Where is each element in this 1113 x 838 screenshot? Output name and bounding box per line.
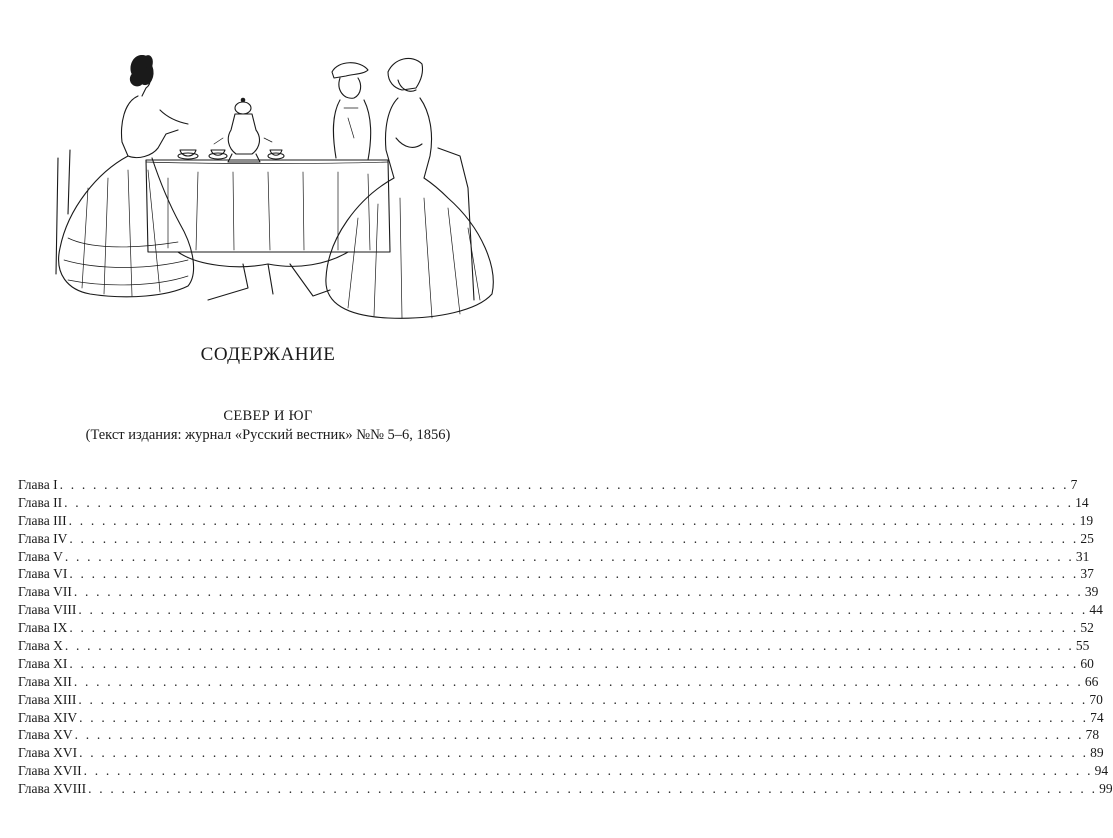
middle-woman [332,63,371,160]
toc-dot-leader: . . . . . . . . . . . . . . . . . . . . . . . . . . . . . . . . . . . . . . . . . . . . . . . . . . . . . . . . . . . . . . . . . . . . . . . . . . . . . . . . . . . . . . . . . . . [69,566,1079,582]
toc-page-number: 44 [1089,602,1103,618]
book-source-note: (Текст издания: журнал «Русский вестник» №№ 5–6, 1856) [85,427,451,443]
toc-chapter-label: Глава XVII [18,763,82,779]
toc-row[interactable] [18,709,1104,727]
toc-dot-leader: . . . . . . . . . . . . . . . . . . . . . . . . . . . . . . . . . . . . . . . . . . . . . . . . . . . . . . . . . . . . . . . . . . . . . . . . . . . . . . . . . . . . . . . . . . . [64,494,1074,510]
toc-dot-leader: . . . . . . . . . . . . . . . . . . . . . . . . . . . . . . . . . . . . . . . . . . . . . . . . . . . . . . . . . . . . . . . . . . . . . . . . . . . . . . . . . . . . . . . . . . . [79,745,1089,761]
toc-dot-leader: . . . . . . . . . . . . . . . . . . . . . . . . . . . . . . . . . . . . . . . . . . . . . . . . . . . . . . . . . . . . . . . . . . . . . . . . . . . . . . . . . . . . . . . . . . . [83,763,1093,779]
toc-page-number: 19 [1079,512,1094,528]
toc-dot-leader: . . . . . . . . . . . . . . . . . . . . . . . . . . . . . . . . . . . . . . . . . . . . . . . . . . . . . . . . . . . . . . . . . . . . . . . . . . . . . . . . . . . . . . . . . . . [69,530,1079,546]
toc-dot-leader: . . . . . . . . . . . . . . . . . . . . . . . . . . . . . . . . . . . . . . . . . . . . . . . . . . . . . . . . . . . . . . . . . . . . . . . . . . . . . . . . . . . . . . . . . . . [69,655,1079,671]
toc-row[interactable] [18,780,1113,798]
toc-page-number: 94 [1094,763,1109,779]
toc-page-number: 31 [1075,548,1090,564]
toc-chapter-label: Глава II [18,494,63,510]
toc-row[interactable] [18,691,1103,709]
toc-dot-leader: . . . . . . . . . . . . . . . . . . . . . . . . . . . . . . . . . . . . . . . . . . . . . . . . . . . . . . . . . . . . . . . . . . . . . . . . . . . . . . . . . . . . . . . . . . . [74,727,1084,743]
toc-page-number: 78 [1085,727,1100,743]
toc-chapter-label: Глава XIV [18,709,78,725]
toc-chapter-label: Глава XIII [18,691,77,707]
toc-dot-leader: . . . . . . . . . . . . . . . . . . . . . . . . . . . . . . . . . . . . . . . . . . . . . . . . . . . . . . . . . . . . . . . . . . . . . . . . . . . . . . . . . . . . . . . . . . . [69,620,1079,636]
right-woman [326,58,493,318]
toc-row[interactable] [18,512,1094,530]
toc-page-number: 52 [1080,620,1094,636]
toc-chapter-label: Глава IX [18,620,68,636]
toc-row[interactable] [18,548,1090,566]
toc-dot-leader: . . . . . . . . . . . . . . . . . . . . . . . . . . . . . . . . . . . . . . . . . . . . . . . . . . . . . . . . . . . . . . . . . . . . . . . . . . . . . . . . . . . . . . . . . . . [78,602,1088,618]
toc-row[interactable] [18,673,1099,691]
toc-row[interactable] [18,762,1109,780]
toc-row[interactable] [18,637,1090,655]
toc-page-number: 60 [1080,655,1094,671]
toc-row[interactable] [18,583,1099,601]
toc-chapter-label: Глава VIII [18,602,77,618]
toc-page-number: 7 [1070,477,1078,492]
toc-dot-leader: . . . . . . . . . . . . . . . . . . . . . . . . . . . . . . . . . . . . . . . . . . . . . . . . . . . . . . . . . . . . . . . . . . . . . . . . . . . . . . . . . . . . . . . . . . . [88,781,1098,797]
toc-dot-leader: . . . . . . . . . . . . . . . . . . . . . . . . . . . . . . . . . . . . . . . . . . . . . . . . . . . . . . . . . . . . . . . . . . . . . . . . . . . . . . . . . . . . . . . . . . . [78,691,1088,707]
book-title: СЕВЕР И ЮГ [223,408,313,424]
toc-page-number: 14 [1075,494,1089,510]
toc-chapter-label: Глава XII [18,673,72,689]
toc-page-number: 37 [1080,566,1094,582]
tea-table [146,160,390,300]
toc-chapter-label: Глава VI [18,566,68,582]
toc-page-number: 39 [1084,584,1099,600]
toc-page-number: 89 [1090,745,1104,761]
toc-row[interactable] [18,744,1104,762]
toc-page-number: 70 [1089,691,1103,707]
toc-chapter-label: Глава IV [18,530,68,546]
toc-chapter-label: Глава XVIII [18,781,87,797]
toc-page-number: 66 [1084,673,1099,689]
toc-dot-leader: . . . . . . . . . . . . . . . . . . . . . . . . . . . . . . . . . . . . . . . . . . . . . . . . . . . . . . . . . . . . . . . . . . . . . . . . . . . . . . . . . . . . . . . . . . . [64,548,1074,564]
toc-dot-leader: . . . . . . . . . . . . . . . . . . . . . . . . . . . . . . . . . . . . . . . . . . . . . . . . . . . . . . . . . . . . . . . . . . . . . . . . . . . . . . . . . . . . . . . . . . . [59,477,1069,492]
table-of-contents [18,476,1113,798]
toc-row[interactable] [18,619,1094,637]
toc-row[interactable] [18,476,1078,494]
tea-cups [178,150,284,159]
engraving-drawing [28,38,510,328]
toc-page-number: 74 [1090,709,1104,725]
toc-chapter-label: Глава XI [18,655,68,671]
toc-page-number: 55 [1075,638,1090,654]
toc-dot-leader: . . . . . . . . . . . . . . . . . . . . . . . . . . . . . . . . . . . . . . . . . . . . . . . . . . . . . . . . . . . . . . . . . . . . . . . . . . . . . . . . . . . . . . . . . . . [64,638,1074,654]
toc-chapter-label: Глава VII [18,584,72,600]
toc-chapter-label: Глава XV [18,727,73,743]
toc-dot-leader: . . . . . . . . . . . . . . . . . . . . . . . . . . . . . . . . . . . . . . . . . . . . . . . . . . . . . . . . . . . . . . . . . . . . . . . . . . . . . . . . . . . . . . . . . . . [73,584,1083,600]
page-title: СОДЕРЖАНИЕ [200,344,336,365]
toc-row[interactable] [18,494,1089,512]
toc-dot-leader: . . . . . . . . . . . . . . . . . . . . . . . . . . . . . . . . . . . . . . . . . . . . . . . . . . . . . . . . . . . . . . . . . . . . . . . . . . . . . . . . . . . . . . . . . . . [68,512,1078,528]
toc-row[interactable] [18,655,1094,673]
toc-row[interactable] [18,565,1094,583]
tea-party-illustration [28,38,510,328]
toc-page-number: 99 [1099,781,1113,797]
left-woman [56,55,194,297]
toc-chapter-label: Глава V [18,548,63,564]
toc-chapter-label: Глава III [18,512,67,528]
toc-chapter-label: Глава X [18,638,63,654]
toc-row[interactable] [18,530,1094,548]
toc-chapter-label: Глава XVI [18,745,78,761]
toc-dot-leader: . . . . . . . . . . . . . . . . . . . . . . . . . . . . . . . . . . . . . . . . . . . . . . . . . . . . . . . . . . . . . . . . . . . . . . . . . . . . . . . . . . . . . . . . . . . [79,709,1089,725]
toc-row[interactable] [18,601,1103,619]
samovar [214,98,272,162]
toc-row[interactable] [18,726,1100,744]
toc-chapter-label: Глава I [18,477,58,492]
toc-dot-leader: . . . . . . . . . . . . . . . . . . . . . . . . . . . . . . . . . . . . . . . . . . . . . . . . . . . . . . . . . . . . . . . . . . . . . . . . . . . . . . . . . . . . . . . . . . . [73,673,1083,689]
toc-page-number: 25 [1080,530,1094,546]
